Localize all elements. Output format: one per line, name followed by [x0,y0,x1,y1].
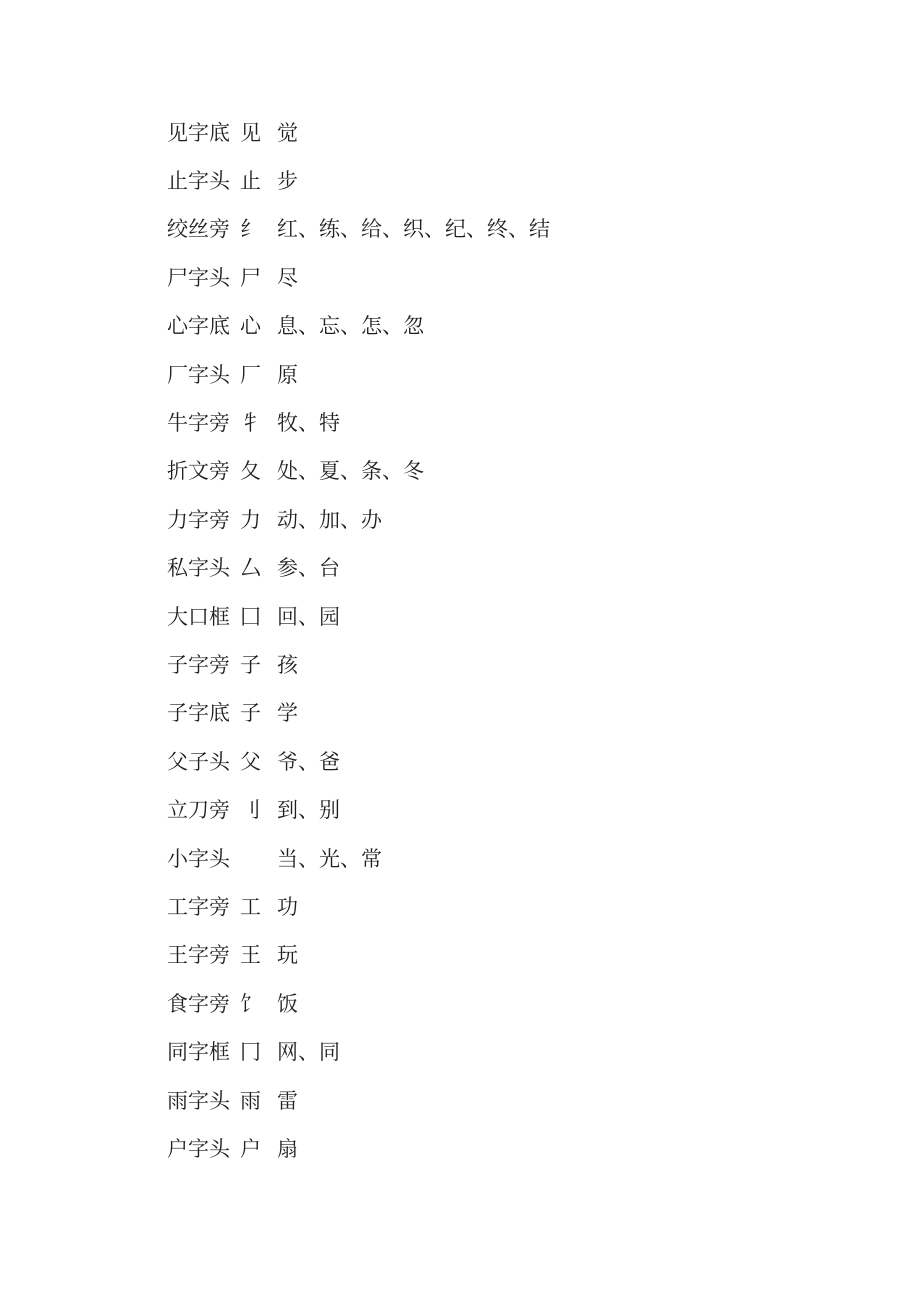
radical-name: 立刀旁 [167,798,230,823]
table-row [167,738,550,786]
table-row [167,351,550,399]
radical-name: 力字旁 [167,507,230,532]
radical-glyph: 力 [240,507,261,532]
radical-glyph: 王 [240,943,261,968]
radical-name: 工字旁 [167,894,230,919]
radical-glyph: 工 [240,894,261,919]
radical-glyph: 冂 [240,1040,261,1065]
table-row [167,206,550,254]
radical-name: 同字框 [167,1040,230,1065]
example-characters: 回、园 [277,604,340,629]
table-row [167,1077,550,1125]
example-characters: 红、练、给、织、纪、终、结 [277,217,550,242]
radical-glyph: 刂 [240,798,261,823]
radical-glyph: 户 [240,1136,261,1161]
example-characters: 饭 [277,991,298,1016]
radical-glyph: 厂 [240,362,261,387]
radical-name: 止字头 [167,169,230,194]
radical-name: 尸字头 [167,265,230,290]
radical-glyph: 牜 [240,411,261,436]
example-characters: 雷 [277,1088,298,1113]
example-characters: 学 [277,701,298,726]
table-row [167,448,550,496]
example-characters: 参、台 [277,556,340,581]
example-characters: 功 [277,894,298,919]
example-characters: 觉 [277,120,298,145]
radical-name: 子字底 [167,701,230,726]
example-characters: 尽 [277,265,298,290]
example-characters: 当、光、常 [277,846,382,871]
radical-glyph: 饣 [240,991,261,1016]
radical-name: 心字底 [167,314,230,339]
radical-glyph: 尸 [240,265,261,290]
table-row [167,932,550,980]
radical-name: 厂字头 [167,362,230,387]
example-characters: 扇 [277,1136,298,1161]
radical-name: 大口框 [167,604,230,629]
radical-name: 子字旁 [167,652,230,677]
table-row [167,254,550,302]
table-row [167,883,550,931]
table-row [167,303,550,351]
table-row [167,980,550,1028]
table-row [167,690,550,738]
table-row [167,835,550,883]
example-characters: 处、夏、条、冬 [277,459,424,484]
radical-glyph: 纟 [240,217,261,242]
example-characters: 牧、特 [277,411,340,436]
radical-glyph: 夂 [240,459,261,484]
table-row [167,641,550,689]
example-characters: 爷、爸 [277,749,340,774]
example-characters: 网、同 [277,1040,340,1065]
table-row [167,545,550,593]
radical-name: 绞丝旁 [167,217,230,242]
table-row [167,157,550,205]
table-row [167,496,550,544]
example-characters: 原 [277,362,298,387]
radical-table [167,109,550,1174]
radical-glyph: 厶 [240,556,261,581]
table-row [167,786,550,834]
radical-name: 私字头 [167,556,230,581]
table-row [167,593,550,641]
radical-glyph: 见 [240,120,261,145]
example-characters: 到、别 [277,798,340,823]
table-row [167,1028,550,1076]
example-characters: 动、加、办 [277,507,382,532]
radical-name: 雨字头 [167,1088,230,1113]
table-row [167,109,550,157]
radical-name: 户字头 [167,1136,230,1161]
radical-name: 折文旁 [167,459,230,484]
example-characters: 步 [277,169,298,194]
radical-glyph: 父 [240,749,261,774]
radical-name: 见字底 [167,120,230,145]
example-characters: 息、忘、怎、忽 [277,314,424,339]
radical-name: 王字旁 [167,943,230,968]
radical-glyph: 雨 [240,1088,261,1113]
table-row [167,399,550,447]
radical-glyph: 心 [240,314,261,339]
radical-name: 牛字旁 [167,411,230,436]
table-row [167,1125,550,1173]
radical-glyph: 子 [240,701,261,726]
example-characters: 孩 [277,652,298,677]
radical-glyph: 子 [240,652,261,677]
radical-glyph: 囗 [240,604,261,629]
radical-name: 父子头 [167,749,230,774]
example-characters: 玩 [277,943,298,968]
radical-glyph: 止 [240,169,261,194]
radical-name: 小字头 [167,846,230,871]
radical-name: 食字旁 [167,991,230,1016]
